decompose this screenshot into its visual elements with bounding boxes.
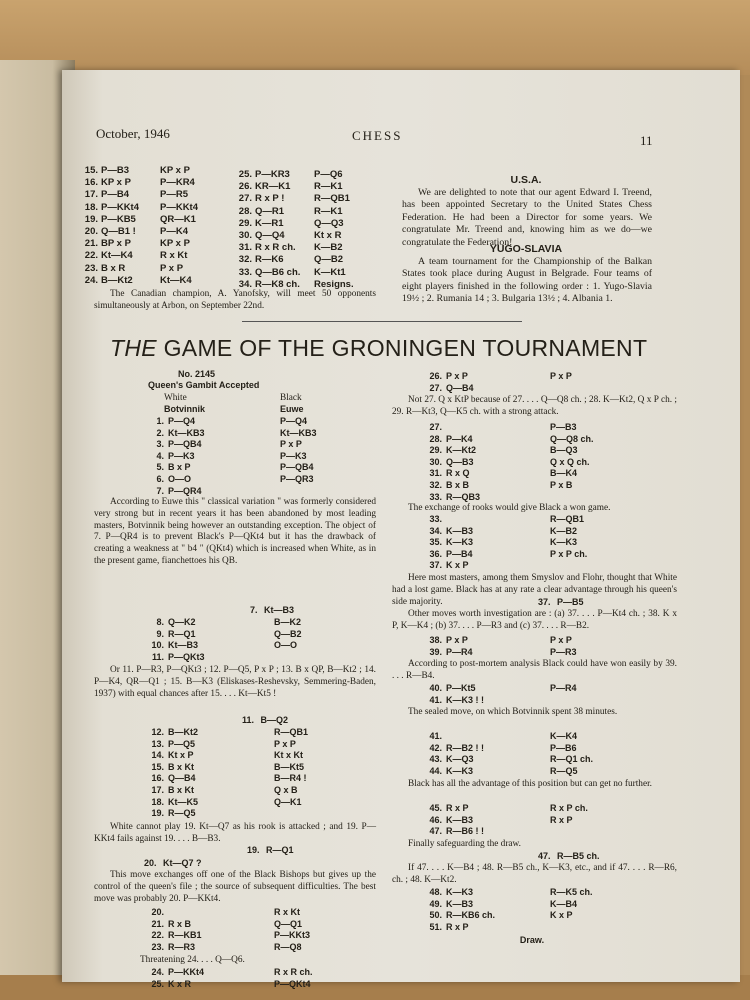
moves-26-27	[420, 371, 650, 394]
white-move: R—Q1	[168, 628, 196, 639]
note-lost-game: Here most masters, among them Smyslov and Flohr, thought that White had a lost game. Black has at any rate a clear advantage through his queen's side majority.	[392, 573, 677, 607]
black-move: O—O	[274, 640, 298, 651]
black-move: B—R4 !	[274, 773, 307, 784]
move-row: 27. R x P ! R—QB1	[238, 193, 350, 205]
move-11-black: 11. B—Q2	[242, 715, 289, 725]
black-move: P x P	[280, 439, 302, 450]
white-move: K—B3	[446, 525, 474, 536]
black-move: B—Kt5	[274, 761, 305, 772]
move-row: 9. R—Q1 Q—B2	[156, 628, 302, 639]
move-row: 25. P—KR3 P—Q6	[238, 169, 343, 180]
note-move-19: White cannot play 19. Kt—Q7 as his rook is attacked ; and 19. P—KKt4 fails against 19. . . . B—B3.	[94, 822, 376, 844]
white-move: P—Kt5	[446, 683, 476, 693]
usa-heading: U.S.A.	[510, 174, 542, 186]
moves-20-23	[142, 907, 372, 953]
moves-8-11	[142, 617, 372, 663]
move-20-white: 20. Kt—Q7 ?	[144, 858, 202, 868]
move-19-black: 19. R—Q1	[247, 845, 294, 855]
white-move: P—Q4	[168, 416, 196, 426]
move-row: 34. K—B3 K—B2	[429, 525, 578, 536]
white-move: R x Q	[446, 468, 470, 479]
move-row: 36. P—B4 P x P ch.	[429, 548, 588, 559]
white-move: R—QB3	[446, 491, 481, 502]
note-move-27: Not 27. Q x KtP because of 27. . . . Q—Q8 ch. ; 28. K—Kt2, Q x P ch. ; 29. R—Kt3, Q—K5 ch. with a strong attack.	[392, 395, 677, 417]
note-move-11: Or 11. P—R3, P—QKt3 ; 12. P—Q5, P x P ; 13. B x QP, B—Kt2 ; 14. P—K4, QR—Q1 ; 15. B—K3 (Eliskases-Reshevsky, Semmering-Baden, 1937) with equal chances after 15. . . . Kt—Kt5 !	[94, 665, 376, 699]
note-other-moves: Other moves worth investigation are : (a) 37. . . . P—Kt4 ch. ; 38. K x P, K—K4 ; (b) 37. . . . P—R3 and (c) 37. . . . R—B2.	[392, 609, 677, 631]
opening-name: Queen's Gambit Accepted	[148, 380, 260, 390]
move-row: 29. K—Kt2 B—Q3	[429, 445, 578, 456]
usa-text: We are delighted to note that our agent Edward I. Treend, has been appointed Secretary to the United States Chess Federation. He had been a Director for some years. We congratulate Mr. Treend and, knowing him as we do—we congratulate the Federation!	[402, 187, 652, 248]
move-row: 26. KR—K1 R—K1	[238, 181, 343, 193]
black-move: R—QB1	[550, 514, 585, 524]
white-move: Kt—KB3	[168, 427, 205, 438]
white-move: R—B2 ! !	[446, 742, 484, 753]
black-move: P—B3	[550, 422, 577, 432]
black-move: P—KKt3	[274, 930, 311, 941]
moves-41-44	[420, 731, 660, 777]
black-move: Q—K1	[274, 796, 302, 807]
white-move: R—KB1	[168, 930, 202, 941]
move-row: 48. K—K3 R—K5 ch.	[429, 887, 593, 897]
move-row: 32. R—K6 Q—B2	[238, 254, 344, 266]
black-move: Q x B	[274, 784, 298, 795]
move-row: 41. K—K3 ! !	[429, 694, 484, 705]
move-37-black: 37. P—B5	[538, 597, 584, 607]
note-draw-safeguard: Finally safeguarding the draw.	[408, 839, 521, 849]
black-move: P—R4	[550, 683, 577, 693]
move-row: 25. K x R P—QKt4	[151, 978, 311, 989]
move-row: 6. O—O P—QR3	[156, 473, 314, 484]
note-threat: Threatening 24. . . . Q—Q6.	[140, 955, 245, 965]
move-row: 27. P—B3	[429, 422, 577, 432]
headline-rest: GAME OF THE GRONINGEN TOURNAMENT	[163, 335, 648, 361]
black-move: Kt x Kt	[274, 750, 303, 761]
black-move: P x P	[550, 635, 572, 645]
move-row: 26. P x P P x P	[429, 371, 572, 381]
white-move: K—K3	[446, 537, 474, 548]
move-row: 20. Q—B1 ! P—K4	[84, 225, 188, 237]
white-move: P—QKt3	[168, 651, 205, 662]
black-move: Kt—KB3	[280, 427, 317, 438]
move-row: 28. P—K4 Q—Q8 ch.	[429, 433, 594, 444]
black-move: P—QKt4	[274, 978, 311, 989]
table-surface-top	[0, 0, 750, 75]
move-row: 49. K—B3 K—B4	[429, 898, 578, 909]
move-row: 33. R—QB1	[429, 514, 585, 524]
black-move: R—Q1 ch.	[550, 754, 594, 765]
opening-moves	[142, 416, 372, 497]
black-move: Q—B2	[274, 628, 302, 639]
black-move: R—K5 ch.	[550, 887, 593, 897]
white-move: K—Kt2	[446, 445, 477, 456]
moves-40-41	[420, 683, 660, 706]
black-move: R—QB1	[274, 727, 309, 737]
yugoslavia-text: A team tournament for the Championship of the Balkan States took place during August in Belgrade. Four teams of eight players finished in the following order : 1. Yugo-Slavia 19½ ; 2. Rumania 14 ; 3. Bulgaria 13½ ; 4. Albania 1.	[402, 256, 652, 305]
move-row: 5. B x P P—QB4	[156, 462, 314, 473]
black-move: K—B4	[550, 898, 578, 909]
move-row: 19. R—Q5	[151, 808, 196, 819]
move-47-black: 47. R—B5 ch.	[538, 851, 600, 861]
move-row: 12. B—Kt2 R—QB1	[151, 727, 309, 737]
white-move: P—QB4	[168, 439, 202, 450]
magazine-page	[62, 70, 740, 989]
note-post-mortem: According to post-mortem analysis Black could have won easily by 39. . . . R—B4.	[392, 659, 677, 681]
moves-45-47	[420, 803, 660, 838]
note-move-20: This move exchanges off one of the Black Bishops but gives up the control of the queen's file ; the source of subsequent difficulties. The best move was probably 20. P—KKt4.	[94, 870, 376, 904]
move-row: 15. P—B3 KP x P	[84, 165, 190, 176]
move-row: 23. B x R P x P	[84, 262, 184, 274]
moves-12-19	[142, 727, 372, 820]
white-move: P—K3	[168, 450, 195, 461]
black-move: K—K3	[550, 537, 578, 548]
black-label: Black	[280, 393, 302, 403]
move-row: 28. Q—R1 R—K1	[238, 205, 343, 217]
white-move: K—Q3	[446, 754, 474, 765]
white-move: K—B3	[446, 898, 474, 909]
move-row: 16. KP x P P—KR4	[84, 177, 195, 189]
move-row: 50. R—KB6 ch. K x P	[429, 910, 573, 921]
top-game-col1	[78, 165, 243, 287]
moves-27-33	[420, 422, 660, 503]
white-move: P x P	[446, 371, 468, 381]
move-row: 31. R x R ch. K—B2	[238, 242, 343, 254]
move-row: 24. B—Kt2 Kt—K4	[84, 274, 192, 286]
white-move: P x P	[446, 635, 468, 645]
white-move: R—R3	[168, 941, 196, 952]
move-row: 41. K—K4	[429, 731, 578, 741]
black-move: R x Kt	[274, 907, 301, 917]
black-move: B—K4	[550, 468, 578, 479]
black-move: Q x Q ch.	[550, 456, 590, 467]
move-row: 35. K—K3 K—K3	[429, 537, 578, 548]
move-row: 44. K—K3 R—Q5	[429, 765, 578, 776]
move-row: 51. R x P	[429, 921, 469, 932]
move-row: 23. R—R3 R—Q8	[151, 941, 302, 952]
issue-date: October, 1946	[96, 126, 170, 141]
black-move: Q—Q1	[274, 918, 303, 929]
black-move: K x P	[550, 910, 573, 921]
black-move: P x P	[274, 738, 296, 749]
move-row: 10. Kt—B3 O—O	[151, 640, 298, 651]
move-row: 42. R—B2 ! ! P—B6	[429, 742, 577, 753]
white-move: K—B3	[446, 814, 474, 825]
note-sealed-move: The sealed move, on which Botvinnik spent 38 minutes.	[408, 707, 618, 717]
move-row: 11. P—QKt3	[151, 651, 205, 662]
move-row: 14. Kt x P Kt x Kt	[151, 750, 303, 761]
white-move: R x P	[446, 803, 469, 813]
white-move: P—Q5	[168, 738, 196, 749]
move-row: 43. K—Q3 R—Q1 ch.	[429, 754, 594, 765]
move-row: 27. Q—B4	[429, 382, 474, 393]
black-move: P x B	[550, 479, 573, 490]
white-move: B—Kt2	[168, 727, 199, 737]
move-row: 31. R x Q B—K4	[429, 468, 578, 479]
move-row: 24. P—KKt4 R x R ch.	[151, 967, 313, 977]
move-row: 21. R x B Q—Q1	[151, 918, 303, 929]
move-row: 45. R x P R x P ch.	[429, 803, 588, 813]
black-move: Q—Q8 ch.	[550, 433, 594, 444]
white-move: Q—B3	[446, 456, 474, 467]
black-move: R—Q8	[274, 941, 302, 952]
move-row: 22. Kt—K4 R x Kt	[84, 250, 188, 262]
move-row: 1. P—Q4 P—Q4	[156, 416, 308, 426]
moves-48-51	[420, 887, 660, 933]
move-7-black: 7. Kt—B3	[250, 605, 295, 615]
white-move: R—KB6 ch.	[446, 910, 496, 921]
magazine-title: CHESS	[352, 128, 403, 143]
black-move: K—B2	[550, 525, 578, 536]
white-move: K—K3 ! !	[446, 694, 484, 705]
white-move: O—O	[168, 473, 192, 484]
white-move: Kt x P	[168, 750, 194, 761]
white-move: B x Kt	[168, 761, 195, 772]
white-move: K x P	[446, 560, 469, 571]
white-move: Kt—B3	[168, 640, 199, 651]
white-move: P—B4	[446, 548, 473, 559]
white-move: P—K4	[446, 433, 473, 444]
section-divider	[242, 321, 522, 322]
move-row: 38. P x P P x P	[429, 635, 572, 645]
move-row: 3. P—QB4 P x P	[156, 439, 302, 450]
white-move: P—R4	[446, 646, 473, 657]
moves-33-37	[420, 514, 660, 572]
yanofsky-note: The Canadian champion, A. Yanofsky, will meet 50 opponents simultaneously at Arbon, on September 22nd.	[94, 289, 376, 311]
black-move: P—K3	[280, 450, 307, 461]
black-player: Euwe	[280, 404, 304, 414]
black-move: P—Q4	[280, 416, 308, 426]
move-row: 16. Q—B4 B—R4 !	[151, 773, 307, 784]
note-classical-variation: According to Euwe this " classical variation " was formerly considered very strong but in recent years it has been abandoned by most leading masters, Botvinnik being however an outstanding exception. The object of 7. P—QR4 is to prevent Black's P—QKt4 but it has the drawback of creating a weakness at " b4 " (QKt4) which is increased when White, as in the present game, fianchettoes his QB.	[94, 497, 376, 566]
move-row: 34. R—K8 ch. Resigns.	[238, 278, 354, 290]
white-move: R x P	[446, 921, 469, 932]
black-move: B—K2	[274, 617, 302, 627]
headline-lead: THE	[110, 335, 157, 361]
white-move: Q—B4	[446, 382, 474, 393]
white-move: R—Q5	[168, 808, 196, 819]
black-move: R x P	[550, 814, 573, 825]
black-move: P—QR3	[280, 473, 314, 484]
move-row: 30. Q—Q4 Kt x R	[238, 229, 342, 241]
move-row: 22. R—KB1 P—KKt3	[151, 930, 311, 941]
move-row: 40. P—Kt5 P—R4	[429, 683, 577, 693]
note-move-47-alt: If 47. . . . K—B4 ; 48. R—B5 ch., K—K3, etc., and if 47. . . . R—R6, ch. ; 48. K—Kt2.	[392, 863, 677, 885]
black-move: P x P ch.	[550, 548, 588, 559]
moves-38-39	[420, 635, 660, 658]
move-row: 20. R x Kt	[151, 907, 301, 917]
white-move: B x Kt	[168, 784, 195, 795]
move-row: 21. BP x P KP x P	[84, 238, 190, 250]
move-row: 17. B x Kt Q x B	[151, 784, 298, 795]
white-move: K—K3	[446, 887, 474, 897]
white-move: Q—B4	[168, 773, 196, 784]
white-move: Kt—K5	[168, 796, 199, 807]
move-row: 8. Q—K2 B—K2	[156, 617, 302, 627]
move-row: 47. R—B6 ! !	[429, 826, 484, 837]
white-label: White	[164, 393, 187, 403]
white-move: K x R	[168, 978, 192, 989]
move-row: 17. P—B4 P—R5	[84, 189, 188, 201]
yugoslavia-heading: YUGO-SLAVIA	[489, 243, 563, 255]
move-row: 7. P—QR4	[156, 485, 202, 496]
white-move: P—KKt4	[168, 967, 205, 977]
top-game-col2	[232, 169, 392, 291]
moves-24-25	[142, 967, 372, 990]
black-move: R—Q5	[550, 765, 578, 776]
move-row: 37. K x P	[429, 560, 469, 571]
move-row: 46. K—B3 R x P	[429, 814, 573, 825]
white-move: B x P	[168, 462, 191, 473]
move-row: 19. P—KB5 QR—K1	[84, 213, 196, 225]
move-row: 18. P—KKt4 P—KKt4	[84, 201, 199, 213]
move-row: 4. P—K3 P—K3	[156, 450, 307, 461]
move-row: 33. R—QB3	[429, 491, 481, 502]
move-row: 29. K—R1 Q—Q3	[238, 217, 344, 229]
move-row: 18. Kt—K5 Q—K1	[151, 796, 302, 807]
black-move: P—QB4	[280, 462, 314, 473]
article-headline	[110, 335, 720, 362]
white-move: R x B	[168, 918, 192, 929]
white-move: P—QR4	[168, 485, 202, 496]
black-move: K—K4	[550, 731, 578, 741]
black-move: R x R ch.	[274, 967, 313, 977]
move-row: 39. P—R4 P—R3	[429, 646, 577, 657]
white-move: B x B	[446, 479, 470, 490]
black-move: R x P ch.	[550, 803, 588, 813]
move-row: 13. P—Q5 P x P	[151, 738, 296, 749]
move-row: 33. Q—B6 ch. K—Kt1	[238, 266, 346, 278]
move-row: 2. Kt—KB3 Kt—KB3	[156, 427, 317, 438]
move-row: 15. B x Kt B—Kt5	[151, 761, 305, 772]
white-player: Botvinnik	[164, 404, 206, 414]
game-result: Draw.	[519, 935, 545, 945]
move-row: 32. B x B P x B	[429, 479, 573, 490]
page-number: 11	[640, 133, 653, 148]
black-move: B—Q3	[550, 445, 578, 456]
note-exchange-rooks: The exchange of rooks would give Black a won game.	[408, 503, 611, 513]
white-move: Q—K2	[168, 617, 196, 627]
game-number: No. 2145	[178, 369, 216, 379]
move-row: 30. Q—B3 Q x Q ch.	[429, 456, 590, 467]
black-move: P—R3	[550, 646, 577, 657]
white-move: K—K3	[446, 765, 474, 776]
black-move: P x P	[550, 371, 572, 381]
white-move: R—B6 ! !	[446, 826, 484, 837]
black-move: P—B6	[550, 742, 577, 753]
note-no-further: Black has all the advantage of this position but can get no further.	[408, 779, 652, 789]
